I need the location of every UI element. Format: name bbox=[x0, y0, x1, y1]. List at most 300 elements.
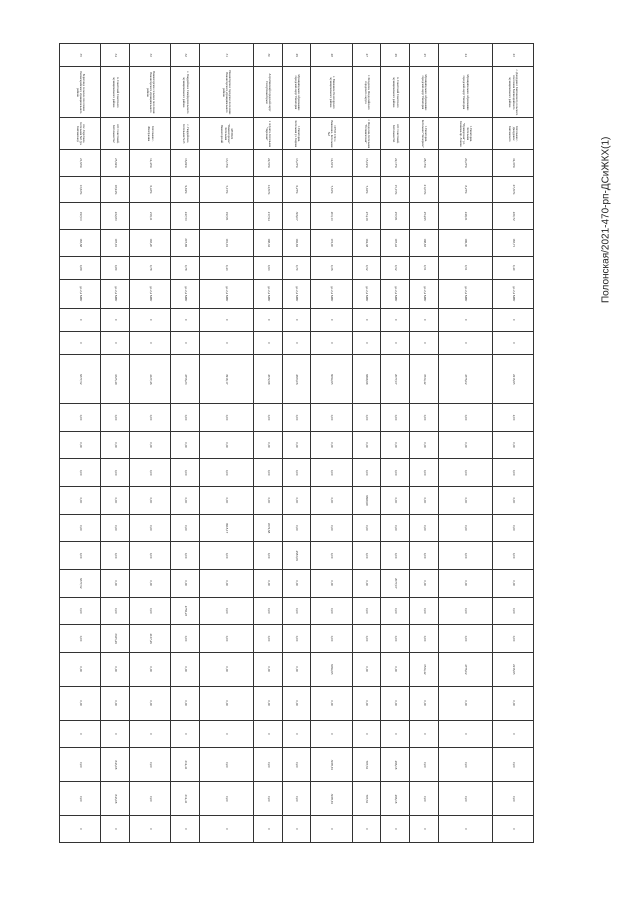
table-cell: 22,17% bbox=[381, 150, 410, 177]
table-cell: 0,00 bbox=[352, 569, 381, 597]
document-watermark bbox=[595, 136, 617, 304]
table-cell: 0,00 bbox=[438, 487, 492, 515]
table-row bbox=[410, 44, 439, 843]
table-cell: 257,81 bbox=[381, 203, 410, 230]
table-cell: 0,00 bbox=[200, 459, 254, 487]
table-cell: МУПКХ "Нижнегорское" Котельная Нижнегорский bbox=[200, 118, 254, 150]
table-cell: 30 bbox=[253, 44, 282, 67]
table-cell: 7,02% bbox=[352, 176, 381, 203]
table-cell: 31 bbox=[200, 44, 254, 67]
table-cell: 13,63% bbox=[60, 176, 101, 203]
table-cell: 306,07 bbox=[282, 203, 311, 230]
table-cell: 254,95 bbox=[410, 203, 439, 230]
table-cell: 35 bbox=[60, 44, 101, 67]
table-cell: 0,00 bbox=[130, 569, 171, 597]
table-cell: 4756,23 bbox=[171, 597, 200, 625]
table-cell: 0,00 bbox=[492, 431, 533, 459]
table-cell: 0,00 bbox=[60, 686, 101, 720]
table-cell: 0,40 bbox=[492, 256, 533, 279]
table-cell: 4756,23 bbox=[171, 355, 200, 404]
table-cell: 8,27% bbox=[438, 176, 492, 203]
table-cell: 0 bbox=[200, 816, 254, 843]
table-cell: с. Джорданос Кипчакского сельского поселения Бахчисарайского муниципального района bbox=[492, 67, 533, 118]
table-cell: до 2,4 МВт bbox=[410, 279, 439, 308]
table-cell: 0,00 bbox=[311, 597, 352, 625]
table-cell: 28 bbox=[311, 44, 352, 67]
table-cell: 0,00 bbox=[253, 625, 282, 653]
table-cell: 0,52 bbox=[381, 256, 410, 279]
table-cell: 0,00 bbox=[101, 487, 130, 515]
table-cell: 2216,65 bbox=[492, 355, 533, 404]
table-cell: 0,00 bbox=[438, 431, 492, 459]
table-cell: 5,15% bbox=[200, 176, 254, 203]
table-cell: 0,00 bbox=[438, 459, 492, 487]
table-cell: 0 bbox=[130, 308, 171, 331]
table-cell: 4127,46 bbox=[130, 625, 171, 653]
table-cell: 0,00 bbox=[282, 625, 311, 653]
table-cell: Муниципальное образование городской округ Евпатория bbox=[410, 67, 439, 118]
table-cell: до 2,4 МВт bbox=[492, 279, 533, 308]
table-cell: 0,00 bbox=[410, 748, 439, 782]
table-cell: 0,36 bbox=[311, 256, 352, 279]
table-cell: 274,19 bbox=[352, 203, 381, 230]
table-cell: 0,78 bbox=[130, 256, 171, 279]
table-row bbox=[311, 44, 352, 843]
table-cell: 0,00 bbox=[492, 597, 533, 625]
table-cell: 0,00 bbox=[311, 686, 352, 720]
table-cell: 220,72 bbox=[492, 203, 533, 230]
table-cell: 25,94% bbox=[101, 150, 130, 177]
table-cell: 0 bbox=[60, 816, 101, 843]
table-cell: Котельная с. Джорданос Кипчакского bbox=[492, 118, 533, 150]
table-cell: 0,00 bbox=[352, 542, 381, 570]
table-cell: 0,00 bbox=[253, 542, 282, 570]
table-cell: до 2,4 МВт bbox=[352, 279, 381, 308]
table-cell: 0,00 bbox=[410, 514, 439, 542]
table-cell: 0,00 bbox=[60, 782, 101, 816]
table-cell: до 2,4 МВт bbox=[130, 279, 171, 308]
table-cell: 27,30% bbox=[492, 176, 533, 203]
table-cell: 0,00 bbox=[282, 782, 311, 816]
table-cell: 0,00 bbox=[60, 514, 101, 542]
table-cell: 0,00 bbox=[200, 625, 254, 653]
table-cell: 0 bbox=[492, 816, 533, 843]
table-cell: 3325,49 bbox=[101, 355, 130, 404]
table-cell: 0 bbox=[410, 308, 439, 331]
table-cell: 0,00 bbox=[438, 597, 492, 625]
table-cell: 0,80 bbox=[101, 256, 130, 279]
table-cell: 7,61% bbox=[311, 176, 352, 203]
table-cell: 0,00 bbox=[130, 686, 171, 720]
table-cell: 0,00 bbox=[60, 542, 101, 570]
table-cell: Муниципальное образование городской округ Евпатория bbox=[282, 67, 311, 118]
table-cell: 0 bbox=[410, 720, 439, 748]
table-cell: 0,00 bbox=[130, 652, 171, 686]
table-cell: 25 bbox=[410, 44, 439, 67]
table-cell: г. Алушта, Котельная "Заречная" bbox=[253, 118, 282, 150]
table-cell: 0,00 bbox=[130, 748, 171, 782]
table-cell: 0 bbox=[492, 331, 533, 354]
table-cell: 0,00 bbox=[171, 431, 200, 459]
table-cell: 27 bbox=[352, 44, 381, 67]
table-cell: 0,00 bbox=[253, 686, 282, 720]
table-cell: 29 bbox=[282, 44, 311, 67]
table-cell: Муниципальное образование городской округ Евпатория bbox=[438, 67, 492, 118]
table-cell: 0 bbox=[101, 816, 130, 843]
table-cell: до 2,4 МВт bbox=[200, 279, 254, 308]
table-cell: 3918,17 bbox=[200, 355, 254, 404]
table-cell: 0 bbox=[410, 331, 439, 354]
table-cell: 0 bbox=[311, 816, 352, 843]
table-cell: 3325,49 bbox=[101, 625, 130, 653]
table-cell: 0,00 bbox=[410, 542, 439, 570]
table-cell: 0,00 bbox=[130, 514, 171, 542]
table-cell: 0 bbox=[171, 816, 200, 843]
table-row bbox=[60, 44, 101, 843]
table-cell: 0,00 bbox=[253, 782, 282, 816]
table-cell: 13,27% bbox=[282, 150, 311, 177]
table-cell: 0,00 bbox=[381, 625, 410, 653]
table-cell: 0,00 bbox=[253, 652, 282, 686]
table-cell: 207,86 bbox=[171, 229, 200, 256]
table-cell: 34 bbox=[101, 44, 130, 67]
table-cell: 0 bbox=[352, 308, 381, 331]
table-cell: 0,00 bbox=[438, 542, 492, 570]
table-cell: 0,00 bbox=[101, 686, 130, 720]
table-cell: с. Вишенное Белогорского муниципального района bbox=[311, 67, 352, 118]
table-cell: 0,00 bbox=[381, 487, 410, 515]
table-cell: 203,13 bbox=[311, 203, 352, 230]
table-cell: 2077,07 bbox=[381, 355, 410, 404]
table-cell: 22,50% bbox=[253, 150, 282, 177]
table-cell: 0,00 bbox=[311, 514, 352, 542]
table-cell: 0 bbox=[130, 816, 171, 843]
table-cell: 3918,17 bbox=[200, 514, 254, 542]
table-cell: 0 bbox=[253, 816, 282, 843]
data-table bbox=[59, 43, 534, 843]
table-row bbox=[101, 44, 130, 843]
table-cell: 0 bbox=[381, 331, 410, 354]
table-cell: 0,00 bbox=[492, 782, 533, 816]
table-cell: 2216,65 bbox=[492, 652, 533, 686]
table-cell: 0,00 bbox=[410, 459, 439, 487]
table-cell: 0 bbox=[352, 331, 381, 354]
table-cell: 843,08 bbox=[101, 782, 130, 816]
table-cell: 3085,81 bbox=[311, 748, 352, 782]
table-cell: 0 bbox=[101, 308, 130, 331]
table-cell: 843,08 bbox=[101, 748, 130, 782]
table-cell: 3534,42 bbox=[410, 652, 439, 686]
table-row bbox=[253, 44, 282, 843]
table-cell: 0 bbox=[253, 308, 282, 331]
table-cell: 0,00 bbox=[282, 748, 311, 782]
table-cell: 0 bbox=[282, 308, 311, 331]
table-cell: 0,00 bbox=[101, 459, 130, 487]
table-row bbox=[130, 44, 171, 843]
table-cell: 0,00 bbox=[410, 431, 439, 459]
table-cell: пгт. Советский, Котельная №2 bbox=[101, 118, 130, 150]
table-cell: 0,43 bbox=[200, 256, 254, 279]
table-cell: 0 bbox=[311, 308, 352, 331]
table-cell: 197,81 bbox=[200, 203, 254, 230]
table-cell: г. Феодосия, Феодосийского городского округа bbox=[352, 67, 381, 118]
table-cell: 193,20 bbox=[130, 229, 171, 256]
table-cell: 0,00 bbox=[410, 686, 439, 720]
table-cell: 0,00 bbox=[101, 569, 130, 597]
table-cell: 0,00 bbox=[381, 431, 410, 459]
table-cell: 0,00 bbox=[200, 748, 254, 782]
table-cell: 198,32 bbox=[253, 229, 282, 256]
table-cell: с. Гвардейское, Котельная №13 bbox=[171, 118, 200, 150]
table-cell: 0,00 bbox=[381, 652, 410, 686]
table-cell: пос. Береговое, Котельная №5 (ул. Кипчакская) bbox=[60, 118, 101, 150]
table-cell: 0,00 bbox=[381, 686, 410, 720]
table-cell: 4572,68 bbox=[253, 514, 282, 542]
table-cell: Нижнегорское городское поселение Нижнегорского муниципального района bbox=[200, 67, 254, 118]
table-cell: 14,43% bbox=[130, 150, 171, 177]
table-cell: с. Гвардейское Симферопольского муниципального района bbox=[171, 67, 200, 118]
table-cell: 0,00 bbox=[60, 459, 101, 487]
table-cell: 20,27% bbox=[438, 150, 492, 177]
table-cell: 0,00 bbox=[130, 782, 171, 816]
table-cell: 192,82 bbox=[282, 229, 311, 256]
table-cell: 214,41 bbox=[171, 782, 200, 816]
table-cell: 0 bbox=[352, 720, 381, 748]
table-cell: 0,51 bbox=[438, 256, 492, 279]
table-cell: 194,38 bbox=[352, 229, 381, 256]
table-cell: 21,05% bbox=[410, 176, 439, 203]
table-cell: 0 bbox=[282, 816, 311, 843]
table-cell: 787,61 bbox=[352, 782, 381, 816]
table-cell: 0 bbox=[60, 331, 101, 354]
table-cell: 0,00 bbox=[60, 431, 101, 459]
table-cell: 0,00 bbox=[60, 404, 101, 432]
table-cell: 0 bbox=[171, 308, 200, 331]
table-cell: 13,15% bbox=[200, 150, 254, 177]
table-row bbox=[381, 44, 410, 843]
table-cell: пгт. Советский, Котельная №1 bbox=[381, 118, 410, 150]
table-cell: 0,00 bbox=[381, 597, 410, 625]
table-cell: г. Евпатория, Котельная ул. Кирова bbox=[282, 118, 311, 150]
table-cell: 0 bbox=[200, 331, 254, 354]
table-cell: 0,00 bbox=[352, 652, 381, 686]
table-cell: 0,70 bbox=[282, 256, 311, 279]
table-cell: 0,00 bbox=[130, 487, 171, 515]
table-cell: 0 bbox=[381, 720, 410, 748]
table-cell: 248,31 bbox=[438, 203, 492, 230]
rotated-table-frame bbox=[59, 43, 534, 843]
table-cell: 0,00 bbox=[352, 625, 381, 653]
table-cell: 9,84% bbox=[171, 176, 200, 203]
table-cell: 0,00 bbox=[200, 542, 254, 570]
table-cell: 0 bbox=[492, 720, 533, 748]
table-cell: 6377,52 bbox=[60, 569, 101, 597]
table-cell: 4583,06 bbox=[282, 355, 311, 404]
table-cell: 0,00 bbox=[381, 514, 410, 542]
table-cell: 0,00 bbox=[282, 597, 311, 625]
table-cell: 0,00 bbox=[253, 431, 282, 459]
table-cell: 0,00 bbox=[200, 686, 254, 720]
table-cell: 0,00 bbox=[410, 782, 439, 816]
table-cell: 4127,46 bbox=[130, 355, 171, 404]
table-cell: 0,52 bbox=[352, 256, 381, 279]
table-cell: 0,00 bbox=[200, 404, 254, 432]
table-cell: 6,43% bbox=[130, 176, 171, 203]
table-cell: 0,00 bbox=[200, 487, 254, 515]
table-cell: 0,00 bbox=[60, 748, 101, 782]
table-row bbox=[171, 44, 200, 843]
table-cell: 0,00 bbox=[311, 625, 352, 653]
table-cell: 33 bbox=[130, 44, 171, 67]
table-cell: 0,00 bbox=[410, 404, 439, 432]
table-cell: 0,00 bbox=[253, 748, 282, 782]
table-cell: 3534,42 bbox=[410, 355, 439, 404]
table-cell: 0,00 bbox=[101, 404, 130, 432]
table-cell: 0 bbox=[171, 720, 200, 748]
table-cell: 0,00 bbox=[200, 652, 254, 686]
table-cell: 15,02% bbox=[352, 150, 381, 177]
table-cell: до 2,4 МВт bbox=[438, 279, 492, 308]
table-cell: 172,00 bbox=[311, 229, 352, 256]
table-cell: 0 bbox=[381, 816, 410, 843]
table-cell: г. Евпатория, Котельная "Приморская" ул. Казакова-пр. Ленина bbox=[438, 118, 492, 150]
table-cell: 0 bbox=[60, 720, 101, 748]
table-cell: 6668,68 bbox=[352, 487, 381, 515]
table-cell: 0,00 bbox=[311, 487, 352, 515]
table-cell: 0,00 bbox=[60, 625, 101, 653]
table-cell: 0,00 bbox=[438, 625, 492, 653]
table-cell: 0,00 bbox=[492, 569, 533, 597]
table-cell: 0,00 bbox=[492, 542, 533, 570]
table-cell: 0,00 bbox=[253, 459, 282, 487]
table-cell: 214,41 bbox=[171, 748, 200, 782]
table-cell: 0,63 bbox=[253, 256, 282, 279]
table-cell: Береговое сельское поселение Бахчисарайского муниципального района bbox=[60, 67, 101, 118]
table-cell: 0 bbox=[311, 331, 352, 354]
table-row bbox=[282, 44, 311, 843]
table-cell: 183,68 bbox=[60, 229, 101, 256]
table-cell: 183,71 bbox=[492, 229, 533, 256]
table-cell: 16,84% bbox=[171, 150, 200, 177]
table-cell: 3085,81 bbox=[311, 782, 352, 816]
table-cell: 0,00 bbox=[492, 459, 533, 487]
table-cell: 0,00 bbox=[282, 404, 311, 432]
table-cell: 6,27% bbox=[282, 176, 311, 203]
table-cell: 0,00 bbox=[171, 542, 200, 570]
table-cell: 0 bbox=[253, 720, 282, 748]
table-cell: до 2,4 МВт bbox=[60, 279, 101, 308]
table-cell: 0,00 bbox=[438, 514, 492, 542]
table-cell: 0 bbox=[101, 331, 130, 354]
table-cell: 0,00 bbox=[282, 514, 311, 542]
table-cell: 0,00 bbox=[438, 404, 492, 432]
table-cell: 24 bbox=[438, 44, 492, 67]
table-cell: 197,42 bbox=[381, 229, 410, 256]
table-cell: 787,61 bbox=[352, 748, 381, 782]
table-cell: 0 bbox=[410, 816, 439, 843]
table-cell: 0,00 bbox=[492, 686, 533, 720]
table-cell: 0,00 bbox=[171, 625, 200, 653]
table-cell: г. Евпатория, Котельная "Заозерное" bbox=[410, 118, 439, 150]
table-cell: 0,00 bbox=[352, 404, 381, 432]
table-cell: 0,00 bbox=[130, 404, 171, 432]
table-cell: 0 bbox=[381, 308, 410, 331]
table-cell: 4572,68 bbox=[253, 355, 282, 404]
table-cell: п. Советский Советского муниципального района bbox=[381, 67, 410, 118]
table-cell: 0,00 bbox=[438, 748, 492, 782]
table-cell: 496,18 bbox=[381, 748, 410, 782]
table-cell: 0,00 bbox=[311, 569, 352, 597]
table-cell: 0 bbox=[171, 331, 200, 354]
table-cell: 0,00 bbox=[438, 569, 492, 597]
table-cell: 26 bbox=[381, 44, 410, 67]
table-body bbox=[60, 44, 534, 843]
table-cell: 0,00 bbox=[101, 542, 130, 570]
table-cell: Алуштинский городской округ Республики Крым bbox=[253, 67, 282, 118]
table-cell: 0,00 bbox=[282, 652, 311, 686]
table-cell: г. Феодосия, Котельная "Ботаническая" bbox=[352, 118, 381, 150]
table-cell: до 2,4 МВт bbox=[311, 279, 352, 308]
table-cell: 0,00 bbox=[101, 514, 130, 542]
table-cell: 0,00 bbox=[171, 487, 200, 515]
table-cell: 0,00 bbox=[381, 542, 410, 570]
table-cell: 0,00 bbox=[130, 459, 171, 487]
table-cell: 0 bbox=[130, 331, 171, 354]
table-cell: 0,51 bbox=[410, 256, 439, 279]
table-cell: 0,00 bbox=[253, 404, 282, 432]
table-cell: 0,89 bbox=[60, 256, 101, 279]
table-cell: 0,00 bbox=[200, 569, 254, 597]
table-cell: 0,00 bbox=[438, 782, 492, 816]
table-cell: 23 bbox=[492, 44, 533, 67]
table-cell: 0,00 bbox=[352, 514, 381, 542]
table-cell: 196,30 bbox=[438, 229, 492, 256]
table-cell: 0,00 bbox=[282, 569, 311, 597]
table-cell: 0,00 bbox=[410, 569, 439, 597]
table-cell: 18,94% bbox=[101, 176, 130, 203]
table-cell: 4776,02 bbox=[438, 652, 492, 686]
table-cell: Нижнегорское сельское поселение Нижнегорского муниципального района bbox=[130, 67, 171, 118]
table-cell: 0 bbox=[438, 816, 492, 843]
table-cell: до 2,4 МВт bbox=[101, 279, 130, 308]
table-cell: 0,78 bbox=[171, 256, 200, 279]
table-cell: 2,00 bbox=[492, 404, 533, 432]
table-cell: 0,00 bbox=[381, 459, 410, 487]
table-cell: 0,00 bbox=[282, 459, 311, 487]
table-cell: 0,00 bbox=[171, 459, 200, 487]
table-cell: 191,91 bbox=[200, 229, 254, 256]
table-cell: 0 bbox=[101, 720, 130, 748]
table-cell: 197,03 bbox=[60, 203, 101, 230]
table-cell: до 2,4 МВт bbox=[282, 279, 311, 308]
table-row bbox=[352, 44, 381, 843]
table-cell: 0 bbox=[492, 308, 533, 331]
table-cell: 0,00 bbox=[352, 597, 381, 625]
table-cell: 14,61% bbox=[311, 150, 352, 177]
table-row bbox=[438, 44, 492, 843]
table-cell: п. Советский Советского муниципального района bbox=[101, 67, 130, 118]
table-cell: 0,00 bbox=[352, 431, 381, 459]
table-cell: 0 bbox=[438, 331, 492, 354]
table-cell: 0 bbox=[311, 720, 352, 748]
table-cell: 32 bbox=[171, 44, 200, 67]
table-cell: 0,00 bbox=[410, 597, 439, 625]
table-cell: 0 bbox=[130, 720, 171, 748]
table-cell: 28,15% bbox=[410, 150, 439, 177]
table-row bbox=[492, 44, 533, 843]
table-cell: 232,83 bbox=[101, 203, 130, 230]
table-cell: 0,00 bbox=[282, 431, 311, 459]
